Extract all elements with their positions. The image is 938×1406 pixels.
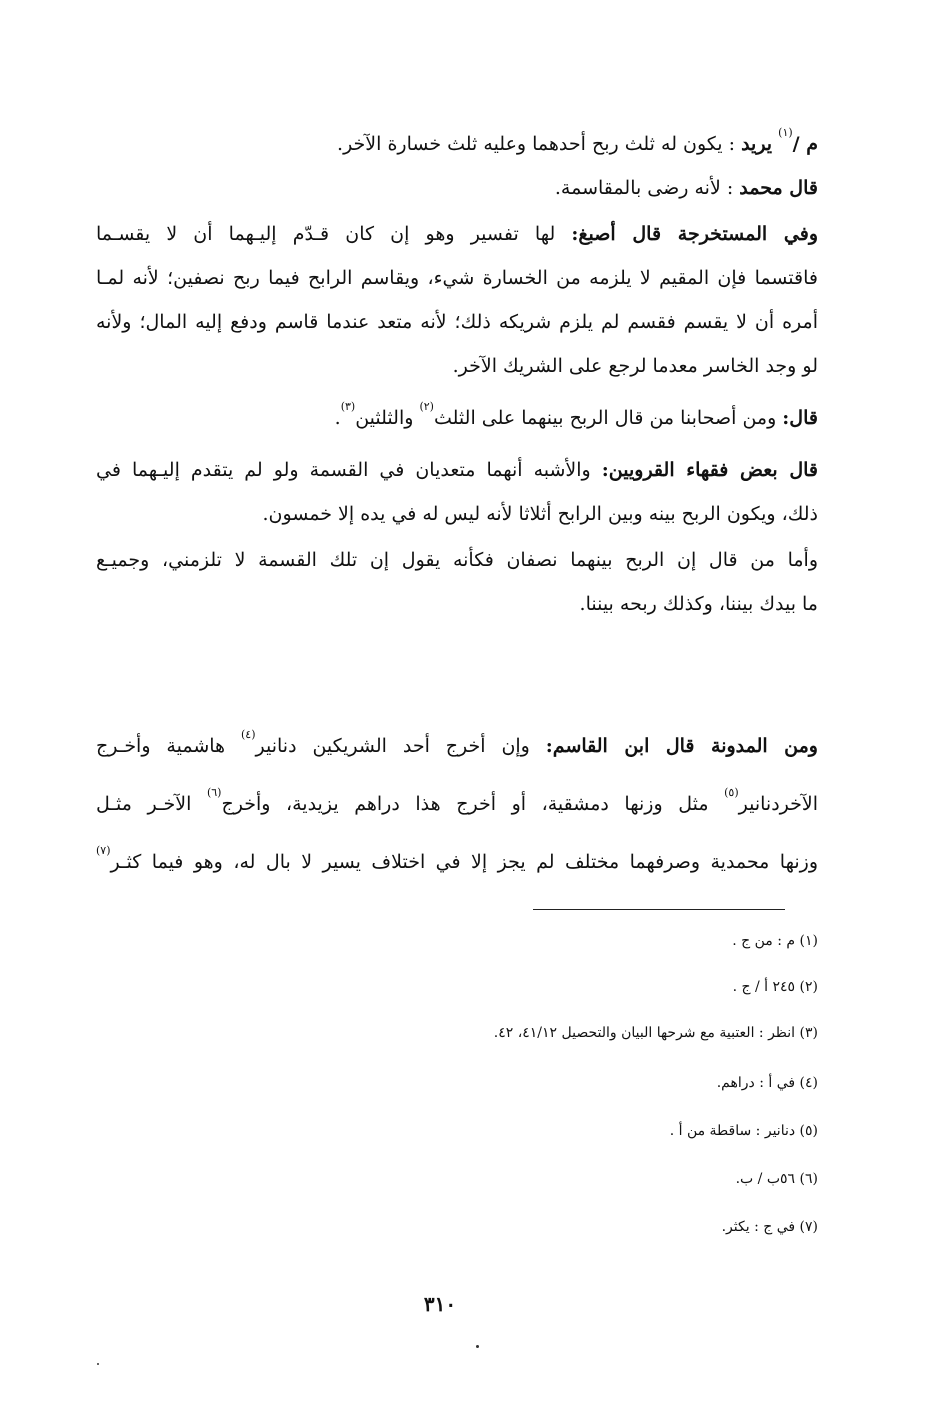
- body-text: : لأنه رضى بالمقاسمة.: [554, 177, 740, 199]
- body-line: [96, 494, 818, 534]
- body-text: أمره أن لا يقسم فقسم لم يلزم شريكه ذلك؛ لأنه متعد عندما قاسم ودفع إليه المال؛ ولأنه: [96, 311, 818, 333]
- body-line: [96, 302, 818, 342]
- body-text: مثل وزنها دمشقية، أو أخرج هذا دراهم يزيدية، وأخرج: [221, 793, 725, 815]
- footnote-ref: (٤): [240, 728, 256, 741]
- body-text: والأشبه أنهما متعديان في القسمة ولو لم يتقدم إليـهما في: [96, 459, 602, 481]
- footnote: (١) م : من ج .: [732, 933, 818, 949]
- body-line: [96, 398, 818, 438]
- speaker-label: قال:: [782, 407, 818, 429]
- footnote-ref: (٦): [206, 786, 222, 799]
- speaker-label: قال محمد: [739, 177, 818, 199]
- body-line: [96, 540, 818, 580]
- speaker-label: قال بعض فقهاء القرويين:: [601, 459, 818, 481]
- body-text: وزنها محمدية وصرفهما مختلف لم يجز إلا في اختلاف يسير لا بال له، وهو فيما كثـر: [110, 851, 818, 873]
- footnote-ref: (٣): [340, 400, 356, 413]
- speaker-label: يريد: [741, 133, 773, 155]
- body-line: [96, 258, 818, 298]
- footnote: (٣) انظر : العتبية مع شرحها البيان والتحصيل ٤١/١٢، ٤٢.: [493, 1025, 818, 1041]
- body-text: : يكون له ثلث ربح أحدهما وعليه ثلث خسارة الآخر.: [337, 133, 742, 155]
- body-text: الآخردنانير: [738, 793, 818, 815]
- body-line: [96, 584, 818, 624]
- footnote-ref: (٧): [96, 844, 111, 857]
- page-number: ٣١٠: [423, 1292, 457, 1316]
- body-text: الآخـر مثـل: [96, 793, 207, 815]
- body-line: [118, 168, 818, 208]
- body-line: [96, 450, 818, 490]
- footnote: (٧) في ج : يكثر.: [721, 1219, 818, 1235]
- body-line: [118, 124, 818, 164]
- body-text: وأما من قال إن الربح بينهما نصفان فكأنه يقول إن تلك القسمة لا تلزمني، وجميـع: [96, 549, 818, 571]
- body-line: [96, 842, 818, 882]
- body-text: ومن أصحابنا من قال الربح بينهما على الثلث: [433, 407, 783, 429]
- body-text: والثلثين: [355, 407, 420, 429]
- body-line: [96, 214, 818, 254]
- body-text: لها تفسير وهو إن كان قـدّم إليـهما أن لا يقسـما: [96, 223, 572, 245]
- footnote-ref: (٥): [724, 786, 739, 799]
- body-line: [96, 346, 818, 386]
- body-text: ذلك، ويكون الربح بينه وبين الرابح أثلاثا لأنه ليس له في يده إلا خمسون.: [262, 503, 818, 525]
- footnote-separator: [533, 909, 785, 910]
- body-text: .: [334, 407, 341, 429]
- body-line: [96, 726, 818, 766]
- footnote-ref: (١): [778, 126, 793, 139]
- footnote: (٤) في أ : دراهم.: [716, 1075, 818, 1091]
- body-text: ما بيدك بيننا، وكذلك ربحه بيننا.: [579, 593, 818, 615]
- lead-mark: م /: [792, 133, 818, 155]
- body-text: وإن أخرج أحد الشريكين دنانير: [255, 735, 546, 757]
- speaker-label: ومن المدونة قال ابن القاسم:: [545, 735, 818, 757]
- footnote: (٢) ٢٤٥ أ / ج .: [732, 979, 818, 995]
- speaker-label: وفي المستخرجة قال أصبغ:: [571, 223, 818, 245]
- footnote: (٦) ٥٦ب / ب.: [735, 1171, 818, 1187]
- scan-speck: [97, 1363, 99, 1365]
- body-text: لو وجد الخاسر معدما لرجع على الشريك الآخر.: [452, 355, 818, 377]
- body-text: فاقتسما فإن المقيم لا يلزمه من الخسارة شيء، ويقاسم الرابح فيما ربح نصفين؛ لأنه لمـا: [96, 267, 818, 289]
- footnote: (٥) دنانير : ساقطة من أ .: [669, 1123, 818, 1139]
- scan-speck: [476, 1345, 479, 1348]
- body-text: هاشمية وأخـرج: [96, 735, 241, 757]
- body-line: [96, 784, 818, 824]
- footnote-ref: (٢): [419, 400, 434, 413]
